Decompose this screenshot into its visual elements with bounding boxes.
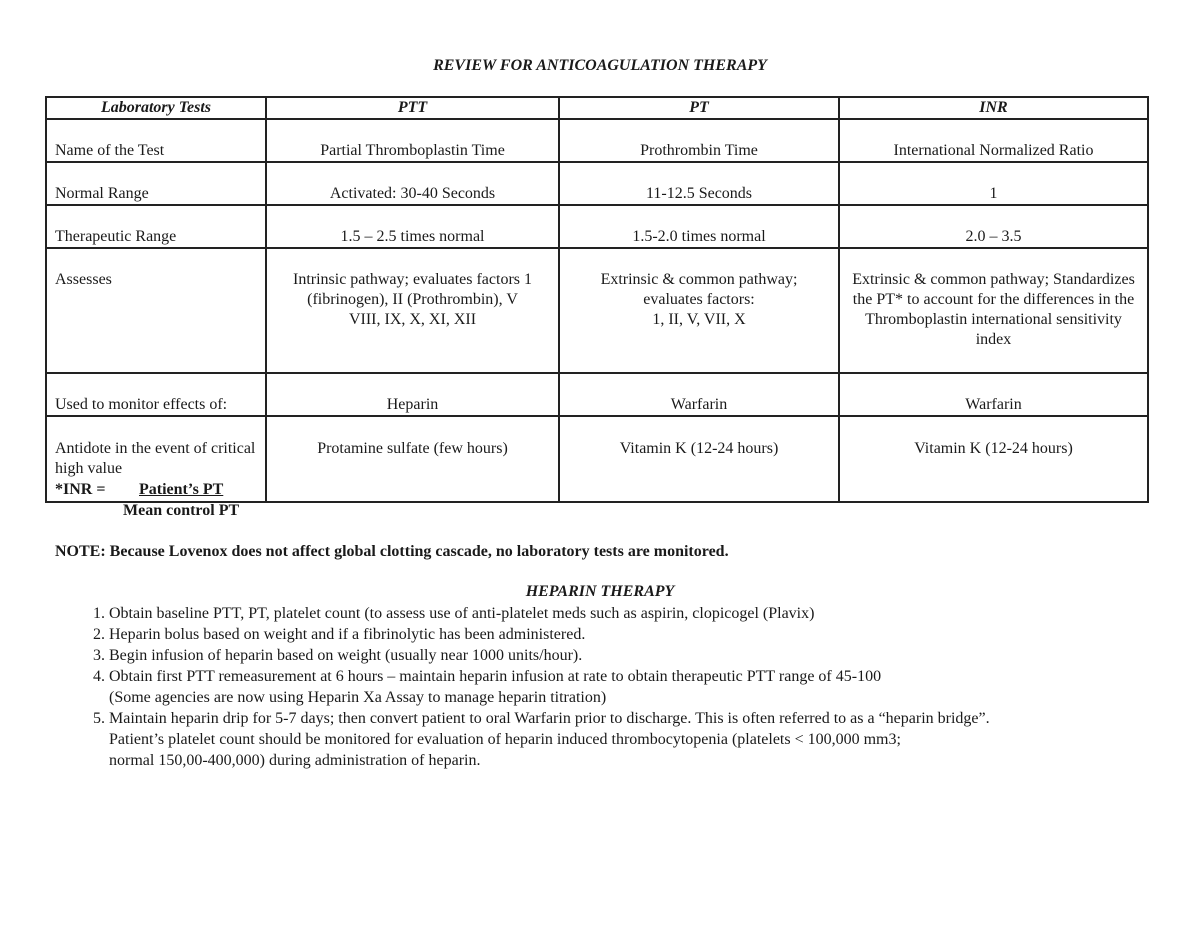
table-row: [46, 205, 1148, 248]
lovenox-note: NOTE: Because Lovenox does not affect global clotting cascade, no laboratory tests are monitored.: [55, 543, 729, 560]
table-cell: Vitamin K (12-24 hours): [839, 416, 1148, 502]
table-cell: Extrinsic & common pathway; Standardizes the PT* to account for the differences in the Thromboplastin international sensitivity index: [839, 248, 1148, 373]
table-cell: 1: [839, 162, 1148, 205]
inr-formula: [55, 479, 239, 521]
table-cell: Warfarin: [559, 373, 839, 416]
table-cell: 11-12.5 Seconds: [559, 162, 839, 205]
list-item: 2. Heparin bolus based on weight and if a fibrinolytic has been administered.: [109, 624, 1200, 645]
table-row: [46, 119, 1148, 162]
table-cell: 1.5 – 2.5 times normal: [266, 205, 559, 248]
table-cell: Prothrombin Time: [559, 119, 839, 162]
table-cell: Activated: 30-40 Seconds: [266, 162, 559, 205]
row-label: Antidote in the event of critical high value: [46, 416, 266, 502]
table-cell: International Normalized Ratio: [839, 119, 1148, 162]
table-cell: Extrinsic & common pathway; evaluates factors: 1, II, V, VII, X: [559, 248, 839, 373]
header-ptt: PTT: [266, 97, 559, 119]
row-label: Therapeutic Range: [46, 205, 266, 248]
table-header-row: [46, 97, 1148, 119]
header-pt: PT: [559, 97, 839, 119]
header-inr: INR: [839, 97, 1148, 119]
table-cell: 1.5-2.0 times normal: [559, 205, 839, 248]
anticoagulation-review-table: [45, 96, 1149, 503]
header-laboratory-tests: Laboratory Tests: [46, 97, 266, 119]
row-label: Assesses: [46, 248, 266, 373]
row-label: Used to monitor effects of:: [46, 373, 266, 416]
heparin-steps-list: [55, 603, 1200, 771]
table-row: [46, 373, 1148, 416]
row-label: Normal Range: [46, 162, 266, 205]
table-cell: Partial Thromboplastin Time: [266, 119, 559, 162]
list-item: 5. Maintain heparin drip for 5-7 days; then convert patient to oral Warfarin prior to discharge. This is often referred to as a “heparin bridge”. Patient’s platelet count should be monitored for evaluation of heparin induced thrombocytopenia (platelets < 100,000 mm3; normal 150,00-400,000) during administration of heparin.: [109, 708, 1200, 771]
list-item: 1. Obtain baseline PTT, PT, platelet count (to assess use of anti-platelet meds such as aspirin, clopicogel (Plavix): [109, 603, 1200, 624]
table-cell: Intrinsic pathway; evaluates factors 1 (fibrinogen), II (Prothrombin), V VIII, IX, X, XI, XII: [266, 248, 559, 373]
inr-numerator: Patient’s PT: [139, 481, 224, 498]
table-cell: Warfarin: [839, 373, 1148, 416]
table-cell: Protamine sulfate (few hours): [266, 416, 559, 502]
list-item: 3. Begin infusion of heparin based on weight (usually near 1000 units/hour).: [109, 645, 1200, 666]
table-row: [46, 162, 1148, 205]
heparin-therapy-title: HEPARIN THERAPY: [525, 583, 675, 600]
table-cell: 2.0 – 3.5: [839, 205, 1148, 248]
table-cell: Vitamin K (12-24 hours): [559, 416, 839, 502]
inr-label: *INR =: [55, 481, 106, 498]
document-title: REVIEW FOR ANTICOAGULATION THERAPY: [433, 57, 767, 74]
row-label: Name of the Test: [46, 119, 266, 162]
table-row: [46, 248, 1148, 373]
list-item: 4. Obtain first PTT remeasurement at 6 hours – maintain heparin infusion at rate to obtain therapeutic PTT range of 45-100 (Some agencies are now using Heparin Xa Assay to manage heparin titration): [109, 666, 1200, 708]
inr-denominator: Mean control PT: [123, 502, 240, 519]
table-cell: Heparin: [266, 373, 559, 416]
